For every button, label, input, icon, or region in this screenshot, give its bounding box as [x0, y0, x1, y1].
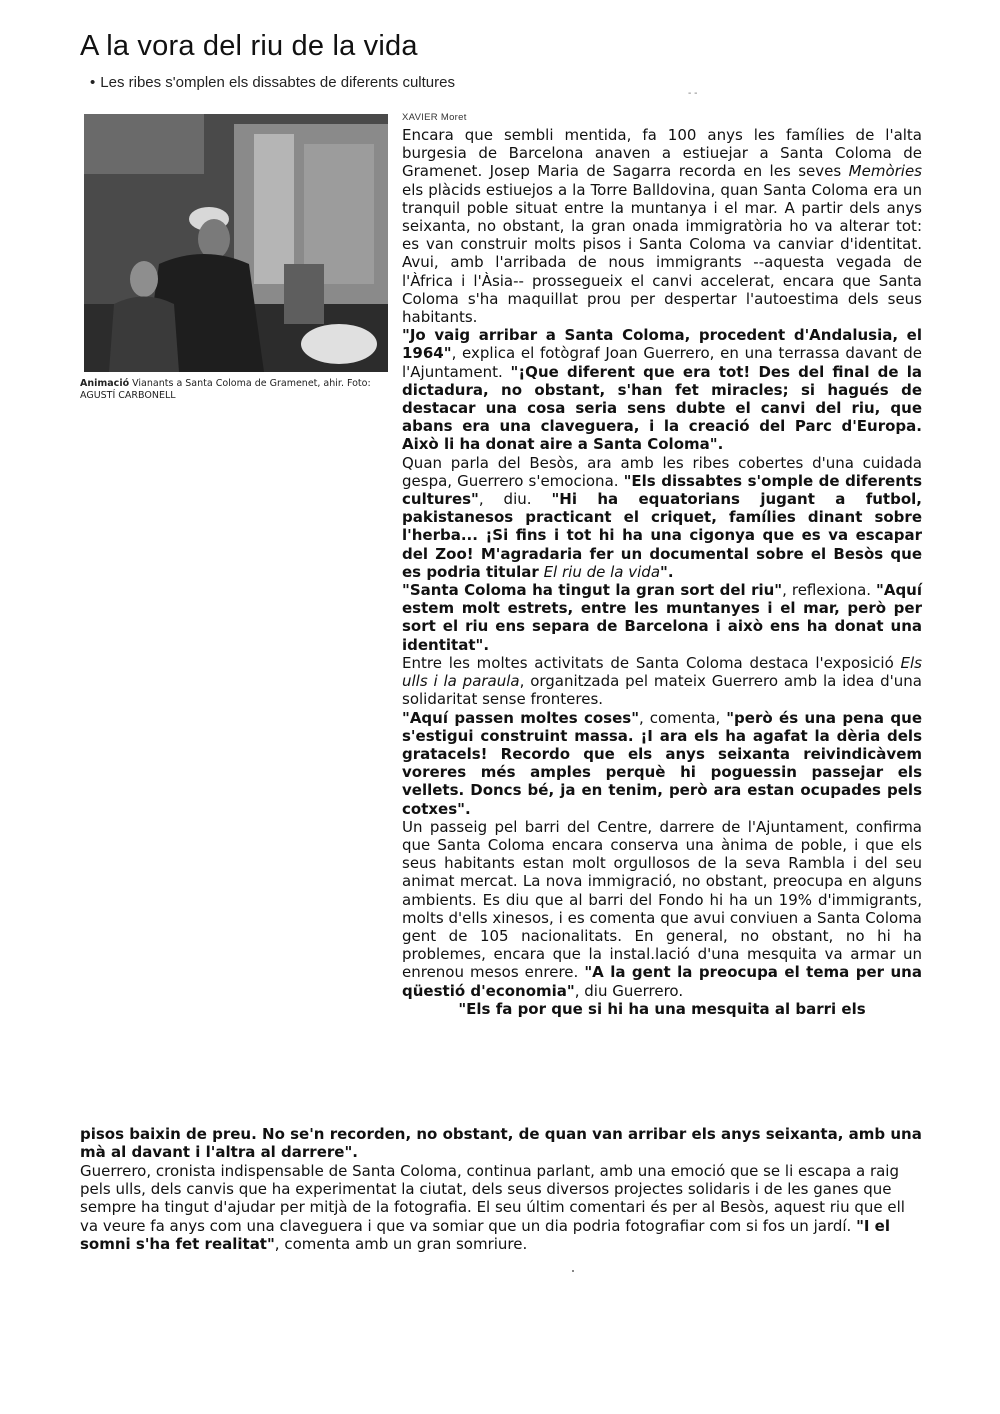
exhibition-title: Els ulls i la paraula: [402, 653, 922, 691]
quote: "Santa Coloma ha tingut la gran sort del riu": [402, 581, 783, 600]
text-run: , diu.: [478, 490, 552, 509]
bullet-icon: •: [90, 74, 96, 91]
text-run: Guerrero, cronista indispensable de Santa Coloma, continua parlant, amb una emoció que se li escapa a raig pels ulls, dels canvis que ha experimentat la ciutat, dels seus diversos projectes solidaris i de les ganes que sempre ha tingut d'ajudar per mitjà de la fotografia. El seu últim comentari és per al Besòs, aquest riu que ell va veure fa anys com una claveguera i que va somiar que un dia podria fotografiar com si fos un jardí.: [80, 1162, 905, 1235]
text-run: , comenta amb un gran somriure.: [274, 1234, 528, 1253]
text-run: , explica el fotògraf Joan Guerrero, en una terrassa davant de l'Ajuntament.: [402, 344, 922, 381]
paragraph-8-start: [402, 1000, 922, 1018]
text-run: Entre les moltes activitats de Santa Coloma destaca l'exposició: [402, 653, 901, 672]
documentary-title: El riu de la vida: [538, 562, 661, 581]
paragraph-3: [402, 454, 922, 581]
text-run: Un passeig pel barri del Centre, darrere de l'Ajuntament, confirma que Santa Coloma encara conserva una ànima de poble, i que els seus habitants estan molt orgullosos de la seva Rambla i del seu animat mercat. La nova immigració, no obstant, preocupa en alguns ambients. Es diu que al barri del Fondo hi ha un 19% d'immigrants, molts d'ells xinesos, i es comenta que avui conviuen a Santa Coloma gent de 105 nacionalitats. En general, no obstant, no hi ha problemes, encara que la instal.lació d'una mesquita va armar un enrenou mesos enrere.: [402, 817, 922, 982]
article-body-column: [402, 126, 922, 1018]
scan-speck: [572, 1270, 574, 1272]
paragraph-2: [402, 326, 922, 453]
paragraph-5: [402, 654, 922, 709]
book-title: Memòries: [848, 162, 922, 181]
quote: pisos baixin de preu. No se'n recorden, no obstant, de quan van arribar els anys seixanta, amb una mà al davant i l'altra al darrere".: [80, 1125, 922, 1162]
quote: "Jo vaig arribar a Santa Coloma, procedent d'Andalusia, el 1964": [402, 326, 922, 363]
text-run: Encara que sembli mentida, fa 100 anys les famílies de l'alta burgesia de Barcelona anaven a estiuejar a Santa Coloma de Gramenet. Josep Maria de Sagarra recorda en les seves: [402, 126, 922, 181]
text-run: , comenta,: [639, 708, 727, 727]
quote: "¡Que diferent que era tot! Des del final de la dictadura, no obstant, s'han fet miracles; si hagués de destacar una cosa seria sens dubte el canvi del riu, que abans era una claveguera, i la creació del Parc d'Europa. Això li ha donat aire a Santa Coloma".: [402, 362, 922, 454]
subtitle-text: Les ribes s'omplen els dissabtes de diferents cultures: [100, 74, 455, 91]
byline: XAVIER Moret: [402, 112, 467, 123]
text-run: els plàcids estiuejos a la Torre Balldovina, quan Santa Coloma era un tranquil poble situat entre la muntanya i el mar. A partir dels anys seixanta, no obstant, la gran onada immigratòria ho va alterar tot: es van construir molts pisos i Santa Coloma va canviar d'identitat. Avui, amb l'arribada de nous immigrants --aquesta vegada de l'Àfrica i l'Àsia-- prossegueix el canvi accelerat, encara que Santa Coloma s'ha maquillat prou per despertar l'autoestima dels seus habitants.: [402, 180, 922, 327]
text-run: , diu Guerrero.: [574, 981, 684, 1000]
paragraph-6: [402, 709, 922, 818]
scan-mark: - -: [688, 88, 698, 99]
full-width-quote: [80, 1125, 925, 1161]
quote: "Els fa por que si hi ha una mesquita al barri els: [458, 999, 866, 1018]
quote: "A la gent la preocupa el tema per una qüestió d'economia": [402, 963, 922, 1000]
text-run: , reflexiona.: [782, 581, 877, 600]
text-run: Quan parla del Besòs, ara amb les ribes cobertes d'una cuidada gespa, Guerrero s'emociona.: [402, 453, 922, 490]
final-paragraph-block: [80, 1162, 925, 1253]
quote: "I el somni s'ha fet realitat": [80, 1216, 890, 1253]
caption-text: Vianants a Santa Coloma de Gramenet, ahir. Foto: AGUSTÍ CARBONELL: [80, 378, 371, 401]
article-title: A la vora del riu de la vida: [80, 30, 418, 62]
article-photo: [84, 114, 388, 372]
quote: "Els dissabtes s'omple de diferents cultures": [402, 471, 922, 509]
photo-illustration: [84, 114, 388, 372]
article-subtitle: [90, 74, 455, 91]
quote: "però és una pena que s'estigui construint massa. ¡I ara els ha agafat la dèria dels gratacels! Recordo que els anys seixanta reivindicàvem voreres més amples perquè hi poguessin passejar els vellets. Doncs bé, ja en tenim, però ara estan ocupades pels cotxes".: [402, 708, 922, 818]
quote: ".: [660, 562, 674, 581]
paragraph-4: [402, 581, 922, 654]
paragraph-1: [402, 126, 922, 326]
photo-caption: [80, 378, 392, 402]
text-run: , organitzada pel mateix Guerrero amb la idea d'una solidaritat sense fronteres.: [402, 672, 922, 709]
paragraph-8-end: [80, 1125, 925, 1161]
paragraph-7: [402, 818, 922, 1000]
caption-label: Animació: [80, 378, 130, 389]
quote: "Aquí passen moltes coses": [402, 708, 640, 727]
quote: "Aquí estem molt estrets, entre les muntanyes i el mar, però per sort el riu ens separa de Barcelona i això ens ha donat una identitat".: [402, 581, 922, 654]
quote: "Hi ha equatorians jugant a futbol, pakistanesos practicant el criquet, famílies dinant sobre l'herba... ¡Si fins i tot hi ha una cigonya que es va escapar del Zoo! M'agradaria fer un documental sobre el Besòs que es podria titular: [402, 490, 922, 581]
paragraph-9: [80, 1162, 925, 1253]
